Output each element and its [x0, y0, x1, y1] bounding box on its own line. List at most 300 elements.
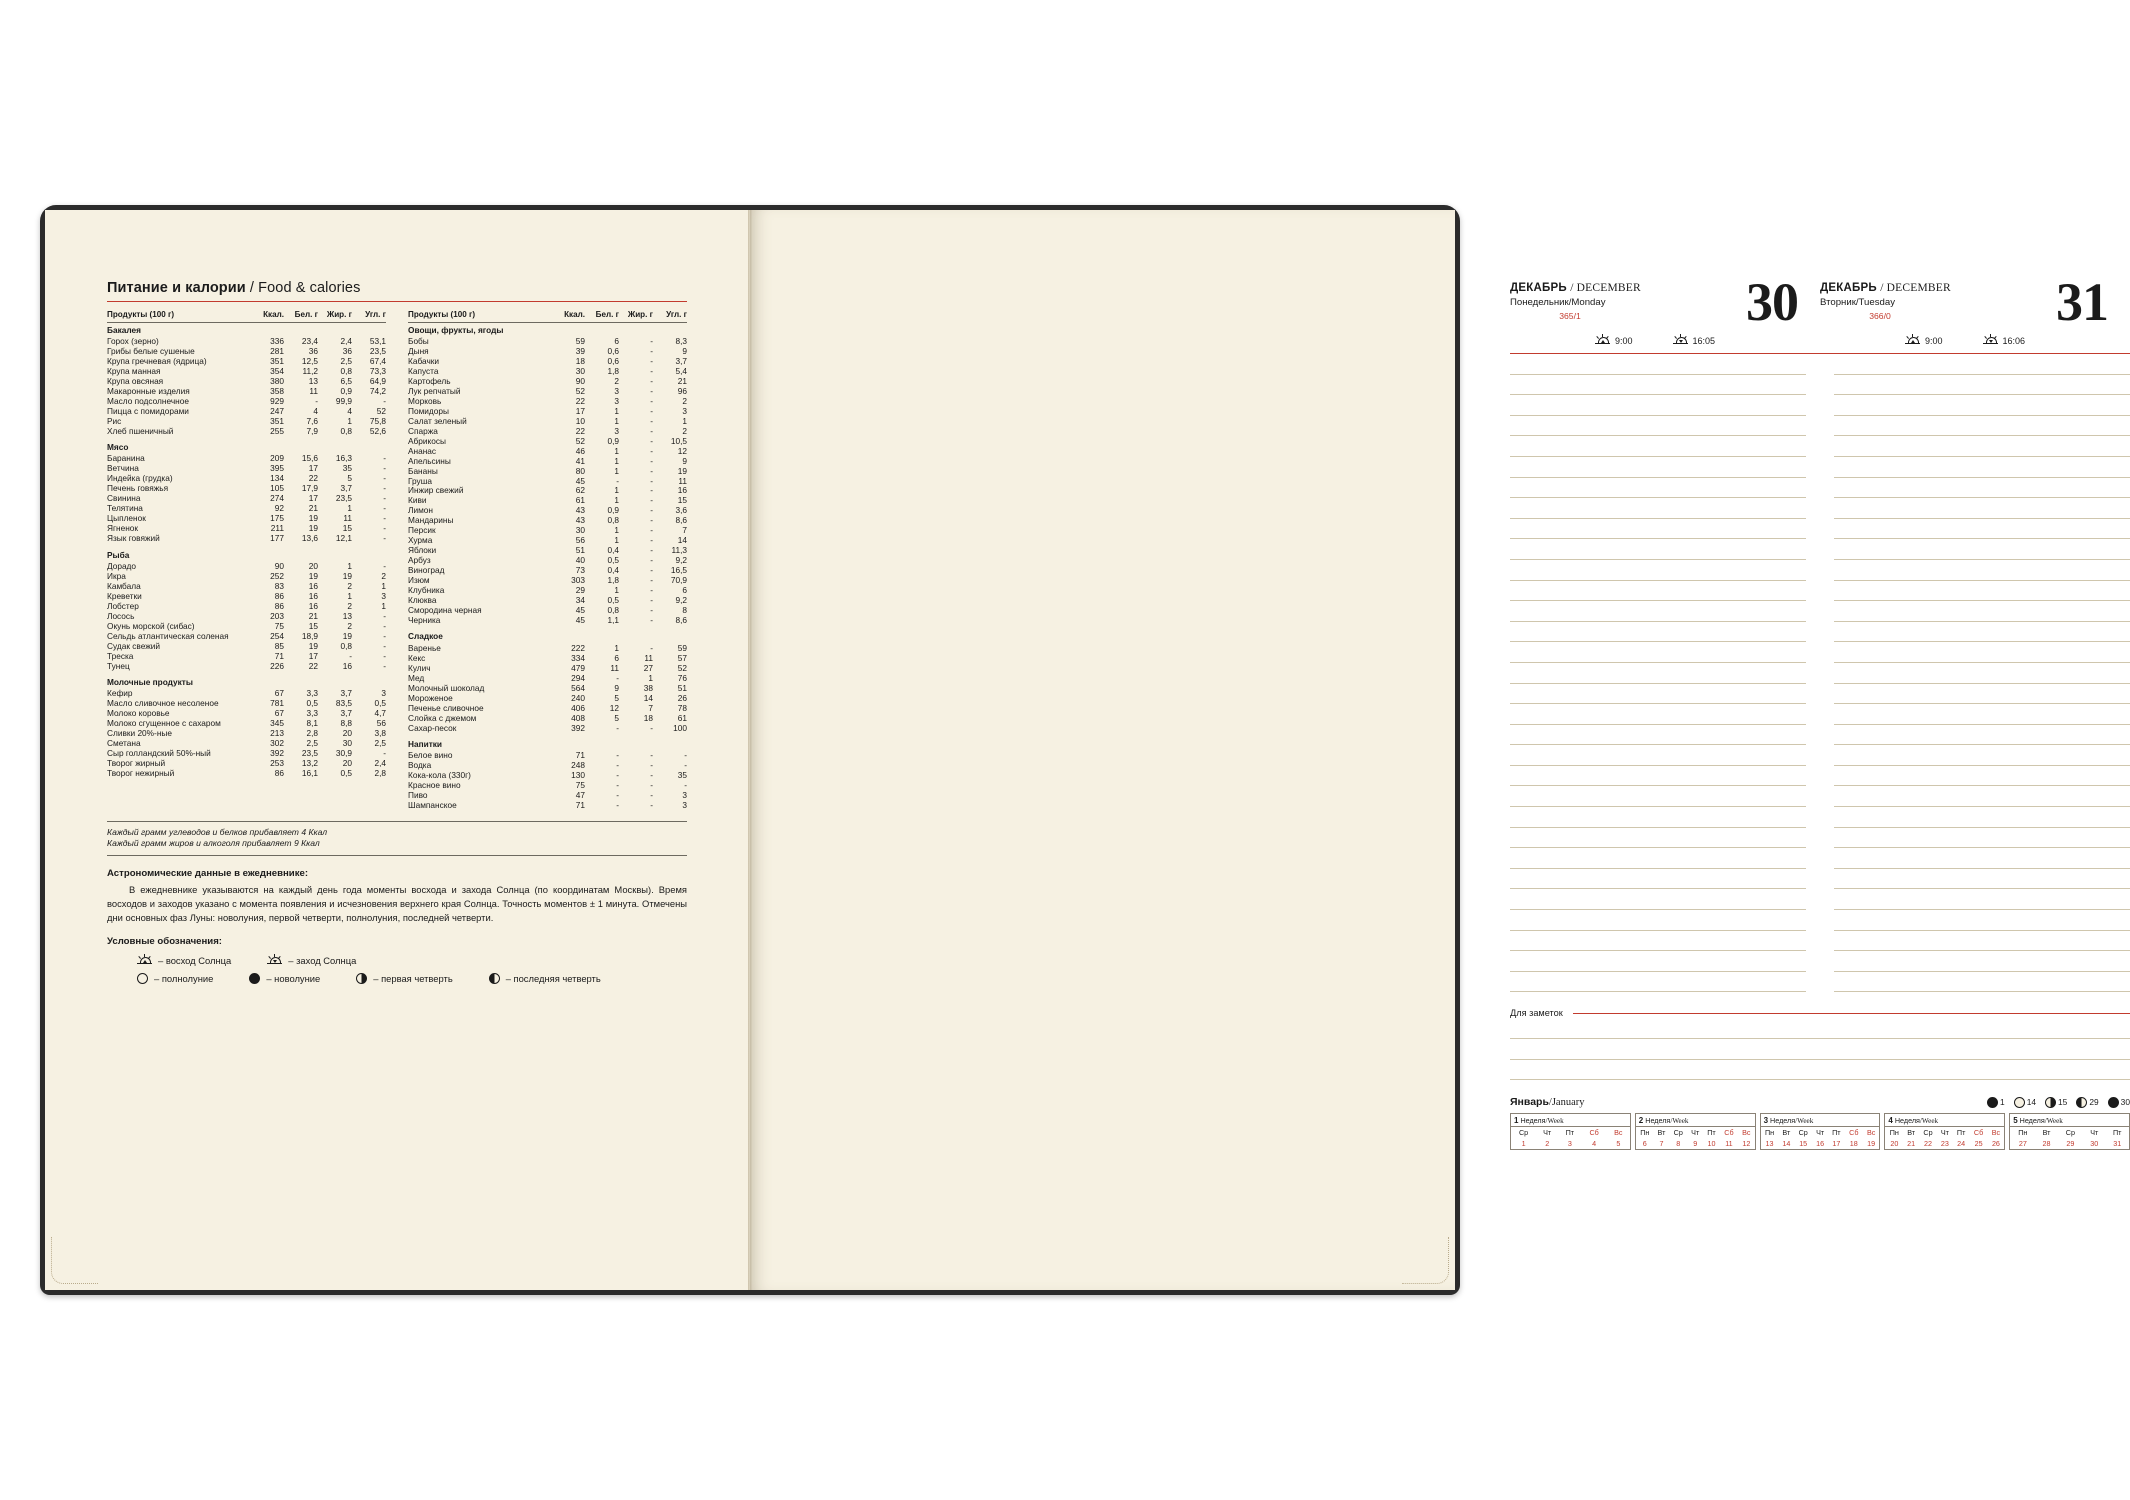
calendar-day[interactable]: 25 [1974, 1139, 1983, 1149]
food-fat: 18 [643, 712, 653, 723]
food-name: Молочный шоколад [408, 682, 485, 693]
calendar-day[interactable]: 5 [1616, 1139, 1621, 1149]
food-kcal: 345 [270, 718, 284, 729]
food-kcal: 248 [571, 760, 585, 771]
writing-line[interactable] [1510, 972, 1806, 993]
writing-line[interactable] [1510, 478, 1806, 499]
sunrise-icon [1905, 334, 1920, 346]
food-fat: 1 [648, 672, 653, 683]
writing-line[interactable] [1510, 725, 1806, 746]
food-carbs: 4,7 [374, 708, 386, 719]
table-row [107, 621, 386, 631]
food-kcal: 80 [575, 465, 585, 476]
food-name: Икра [107, 570, 126, 581]
writing-line[interactable] [1834, 622, 2130, 643]
writing-line[interactable] [1510, 951, 1806, 972]
calendar-dow: Ср [1673, 1128, 1683, 1138]
food-kcal: 479 [571, 662, 585, 673]
food-name: Водка [408, 760, 432, 771]
calendar-day-row [1511, 1138, 1630, 1149]
writing-line[interactable] [1510, 642, 1806, 663]
food-kcal: 39 [575, 345, 585, 356]
table-row [408, 416, 687, 426]
sunrise-icon [137, 954, 152, 966]
writing-line[interactable] [1834, 910, 2130, 931]
writing-line[interactable] [1510, 622, 1806, 643]
food-carbs: - [383, 503, 386, 514]
moon-first-quarter-icon [356, 973, 367, 984]
food-name: Киви [408, 495, 427, 506]
food-protein: 17 [308, 463, 318, 474]
calendar-dow-row [1636, 1127, 1755, 1138]
table-row [107, 504, 386, 514]
food-carbs: 73,3 [369, 365, 386, 376]
food-protein: 6 [614, 335, 619, 346]
food-protein: 16,1 [301, 768, 318, 779]
food-carbs: 52 [376, 405, 386, 416]
food-name: Треска [107, 650, 134, 661]
calendar-moon-day: 15 [2058, 1097, 2068, 1108]
writing-line[interactable] [1834, 601, 2130, 622]
food-name: Хлеб пшеничный [107, 425, 174, 436]
writing-line[interactable] [1510, 931, 1806, 952]
day-entries [1510, 272, 2130, 992]
food-protein: 0,4 [607, 545, 619, 556]
calendar-day[interactable]: 3 [1567, 1139, 1572, 1149]
food-protein: 6 [614, 652, 619, 663]
table-row [408, 713, 687, 723]
calendar-day-row [1636, 1138, 1755, 1149]
sunset-time: 16:06 [2002, 336, 2026, 346]
food-name: Спаржа [408, 425, 438, 436]
writing-line[interactable] [1834, 642, 2130, 663]
writing-line[interactable] [1510, 457, 1806, 478]
food-protein: 19 [308, 640, 318, 651]
writing-line[interactable] [1834, 869, 2130, 890]
writing-line[interactable] [1510, 436, 1806, 457]
food-kcal: 47 [575, 790, 585, 801]
table-row [408, 336, 687, 346]
writing-line[interactable] [1510, 395, 1806, 416]
writing-line[interactable] [1510, 1018, 2130, 1039]
food-name: Окунь морской (сибас) [107, 620, 195, 631]
food-protein: - [616, 760, 619, 771]
food-protein: 0,6 [607, 345, 619, 356]
table-row [408, 476, 687, 486]
calendar-day[interactable]: 30 [2090, 1139, 2099, 1149]
writing-line[interactable] [1510, 807, 1806, 828]
page-corner-bottom-left [51, 1237, 98, 1284]
food-protein: 1 [614, 642, 619, 653]
col-header-carbs: Угл. г [653, 311, 687, 322]
food-fat: 27 [643, 662, 653, 673]
food-carbs: 9,2 [675, 555, 687, 566]
calendar-day[interactable]: 10 [1707, 1139, 1716, 1149]
calendar-dow: Чт [2090, 1128, 2099, 1138]
calendar-dow: Вт [1782, 1128, 1791, 1138]
week-label: 2 Неделя/Week [1636, 1114, 1755, 1127]
writing-line[interactable] [1834, 725, 2130, 746]
writing-line[interactable] [1510, 1060, 2130, 1081]
food-carbs: 51 [677, 682, 687, 693]
food-name: Сахар-песок [408, 722, 457, 733]
food-fat: - [650, 555, 653, 566]
food-kcal: 45 [575, 605, 585, 616]
day-weekday: Вторник/Tuesday [1820, 297, 1895, 308]
food-fat: - [650, 455, 653, 466]
food-fat: - [650, 780, 653, 791]
food-kcal: 253 [270, 758, 284, 769]
calendar-day[interactable]: 9 [1693, 1139, 1698, 1149]
food-protein: 22 [308, 660, 318, 671]
writing-line[interactable] [1510, 786, 1806, 807]
food-protein: 1,1 [607, 615, 619, 626]
food-kcal: 222 [571, 642, 585, 653]
food-kcal: 406 [571, 702, 585, 713]
day-writing-area[interactable] [1820, 354, 2130, 992]
writing-line[interactable] [1834, 457, 2130, 478]
table-row [408, 426, 687, 436]
calendar-moon-day: 1 [2000, 1097, 2005, 1108]
table-row [107, 631, 386, 641]
food-carbs: - [383, 620, 386, 631]
food-kcal: 211 [270, 523, 284, 534]
food-carbs: 61 [677, 712, 687, 723]
food-carbs: - [383, 560, 386, 571]
calendar-day[interactable]: 17 [1832, 1139, 1841, 1149]
food-fat: - [650, 405, 653, 416]
food-name: Бобы [408, 335, 429, 346]
food-fat: 19 [342, 570, 352, 581]
writing-line[interactable] [1834, 581, 2130, 602]
legend-row-moon [107, 973, 687, 984]
calendar-day[interactable]: 8 [1676, 1139, 1681, 1149]
table-row [408, 346, 687, 356]
calendar-dow: Пт [1707, 1128, 1716, 1138]
table-row [107, 376, 386, 386]
food-kcal: 255 [270, 425, 284, 436]
table-header-row [408, 311, 687, 322]
food-protein: 3 [614, 425, 619, 436]
sunset-icon [1673, 334, 1688, 346]
moon-q1-icon [2045, 1097, 2056, 1108]
food-kcal: 86 [274, 600, 284, 611]
food-protein: - [616, 750, 619, 761]
food-column-1 [107, 311, 386, 811]
writing-line[interactable] [1834, 498, 2130, 519]
calendar-day[interactable]: 29 [2066, 1139, 2075, 1149]
calendar-dow: Сб [1724, 1128, 1734, 1138]
food-protein: 2 [614, 375, 619, 386]
food-kcal: 41 [575, 455, 585, 466]
food-name: Черника [408, 615, 441, 626]
food-columns [107, 311, 687, 811]
food-kcal: 61 [575, 495, 585, 506]
writing-line[interactable] [1834, 539, 2130, 560]
calendar-day[interactable]: 22 [1923, 1139, 1932, 1149]
calendar-day[interactable]: 18 [1849, 1139, 1858, 1149]
writing-line[interactable] [1834, 416, 2130, 437]
writing-line[interactable] [1834, 951, 2130, 972]
food-carbs: 2,5 [374, 738, 386, 749]
writing-line[interactable] [1834, 931, 2130, 952]
food-kcal: 252 [270, 570, 284, 581]
writing-line[interactable] [1834, 436, 2130, 457]
writing-line[interactable] [1510, 889, 1806, 910]
writing-line[interactable] [1834, 786, 2130, 807]
food-kcal: 73 [575, 565, 585, 576]
writing-line[interactable] [1834, 828, 2130, 849]
food-carbs: 14 [677, 535, 687, 546]
calendar-day[interactable]: 15 [1799, 1139, 1808, 1149]
table-row [107, 759, 386, 769]
writing-line[interactable] [1834, 519, 2130, 540]
food-fat: 3,7 [340, 483, 352, 494]
food-carbs: 16,5 [670, 565, 687, 576]
page-title-en: / Food & calories [245, 280, 361, 296]
sunrise-icon [1595, 334, 1610, 346]
writing-line[interactable] [1510, 684, 1806, 705]
calendar-day[interactable]: 1 [1521, 1139, 1526, 1149]
calendar-dow: Пт [1956, 1128, 1966, 1138]
writing-line[interactable] [1510, 663, 1806, 684]
food-fat: 1 [347, 503, 352, 514]
food-protein: 0,8 [607, 605, 619, 616]
calorie-note-1: Каждый грамм углеводов и белков прибавляет 4 Ккал [107, 826, 328, 837]
notes-divider [1573, 1013, 2130, 1014]
food-protein: 1 [614, 455, 619, 466]
food-carbs: 3 [682, 790, 687, 801]
food-kcal: 83 [274, 580, 284, 591]
table-row [408, 751, 687, 761]
food-name: Лук репчатый [408, 385, 461, 396]
calendar-day[interactable]: 24 [1957, 1139, 1966, 1149]
food-name: Абрикосы [408, 435, 446, 446]
food-protein: 16 [308, 580, 318, 591]
food-protein: 13,2 [301, 758, 318, 769]
food-carbs: - [684, 760, 687, 771]
food-protein: 3,3 [306, 708, 318, 719]
writing-line[interactable] [1510, 745, 1806, 766]
writing-line[interactable] [1834, 684, 2130, 705]
legend-sunset-label: – заход Солнца [288, 954, 357, 966]
food-protein: 17,9 [301, 483, 318, 494]
food-carbs: 3,7 [675, 355, 687, 366]
food-carbs: - [383, 453, 386, 464]
food-name: Грибы белые сушеные [107, 345, 195, 356]
food-fat: 1 [347, 590, 352, 601]
food-carbs: 23,5 [369, 345, 386, 356]
food-protein: 4 [313, 405, 318, 416]
table-row [408, 791, 687, 801]
food-fat: - [650, 535, 653, 546]
food-fat: 7 [648, 702, 653, 713]
writing-line[interactable] [1510, 910, 1806, 931]
food-protein: - [315, 395, 318, 406]
calendar-day[interactable]: 11 [1725, 1139, 1733, 1149]
calendar-day[interactable]: 13 [1765, 1139, 1774, 1149]
table-row [408, 723, 687, 733]
food-carbs: 57 [677, 652, 687, 663]
food-carbs: 7 [682, 525, 687, 536]
food-carbs: - [383, 513, 386, 524]
table-row [107, 769, 386, 779]
writing-line[interactable] [1510, 560, 1806, 581]
left-page [45, 210, 750, 1290]
food-fat: - [650, 565, 653, 576]
calendar-day[interactable]: 4 [1592, 1139, 1597, 1149]
writing-line[interactable] [1834, 807, 2130, 828]
writing-line[interactable] [1834, 478, 2130, 499]
writing-line[interactable] [1510, 539, 1806, 560]
writing-line[interactable] [1834, 766, 2130, 787]
table-row [408, 693, 687, 703]
food-name: Морковь [408, 395, 442, 406]
calendar-dow: Пт [1565, 1128, 1575, 1138]
food-protein: 11 [309, 385, 318, 396]
food-carbs: 100 [673, 722, 687, 733]
notes-writing-area[interactable] [1510, 1018, 2130, 1080]
writing-line[interactable] [1834, 848, 2130, 869]
page-title-ru: Питание и калории [107, 280, 246, 296]
table-row [408, 366, 687, 376]
food-name: Творог нежирный [107, 768, 175, 779]
col-header-protein: Бел. г [284, 311, 318, 322]
food-carbs: 0,5 [374, 698, 386, 709]
calendar-day[interactable]: 7 [1659, 1139, 1664, 1149]
food-carbs: - [383, 463, 386, 474]
sunset-icon [1983, 334, 1998, 346]
writing-line[interactable] [1834, 375, 2130, 396]
writing-line[interactable] [1510, 354, 1806, 375]
writing-line[interactable] [1510, 416, 1806, 437]
calendar-dow: Вт [1657, 1128, 1666, 1138]
calendar-day[interactable]: 23 [1940, 1139, 1949, 1149]
food-name: Креветки [107, 590, 142, 601]
col-header-fat: Жир. г [619, 311, 653, 322]
writing-line[interactable] [1834, 395, 2130, 416]
sunrise-time: 9:00 [1924, 336, 1943, 346]
table-row [107, 601, 386, 611]
writing-line[interactable] [1834, 663, 2130, 684]
calendar-moon-mark [1987, 1097, 2005, 1108]
day-number: 30 [1746, 272, 1798, 332]
food-kcal: 130 [571, 770, 585, 781]
food-protein: 2,8 [306, 728, 318, 739]
food-protein: 3 [614, 385, 619, 396]
food-kcal: 334 [571, 652, 585, 663]
food-fat: - [650, 335, 653, 346]
calendar-day[interactable]: 16 [1816, 1139, 1825, 1149]
food-name: Кулич [408, 662, 431, 673]
writing-line[interactable] [1510, 869, 1806, 890]
table-row [408, 376, 687, 386]
food-fat: 35 [342, 463, 352, 474]
writing-line[interactable] [1510, 848, 1806, 869]
calendar-day[interactable]: 26 [1991, 1139, 2000, 1149]
calendar-day[interactable]: 14 [1782, 1139, 1791, 1149]
day-writing-area[interactable] [1510, 354, 1820, 992]
calendar-day[interactable]: 2 [1545, 1139, 1550, 1149]
writing-line[interactable] [1510, 828, 1806, 849]
writing-line[interactable] [1834, 560, 2130, 581]
writing-line[interactable] [1510, 581, 1806, 602]
calendar-day-row [1885, 1138, 2004, 1149]
food-name: Сыр голландский 50%-ный [107, 748, 211, 759]
calendar-moon-day: 29 [2089, 1097, 2099, 1108]
food-carbs: 15 [677, 495, 687, 506]
food-carbs: 53,1 [369, 335, 386, 346]
table-row [107, 406, 386, 416]
table-row [408, 356, 687, 366]
food-protein: 5 [614, 692, 619, 703]
calendar-day[interactable]: 21 [1907, 1139, 1916, 1149]
food-kcal: 281 [270, 345, 284, 356]
table-row [107, 454, 386, 464]
food-name: Инжир свежий [408, 485, 464, 496]
writing-line[interactable] [1510, 498, 1806, 519]
writing-line[interactable] [1510, 519, 1806, 540]
table-row [408, 615, 687, 625]
food-kcal: 43 [575, 515, 585, 526]
food-carbs: 8,3 [675, 335, 687, 346]
food-kcal: 22 [575, 395, 585, 406]
writing-line[interactable] [1510, 704, 1806, 725]
food-kcal: 213 [270, 728, 284, 739]
table-row [107, 739, 386, 749]
writing-line[interactable] [1510, 601, 1806, 622]
calendar-day[interactable]: 12 [1742, 1139, 1751, 1149]
food-name: Горох (зерно) [107, 335, 159, 346]
food-carbs: - [383, 748, 386, 759]
food-kcal: 43 [575, 505, 585, 516]
calendar-day[interactable]: 6 [1642, 1139, 1647, 1149]
food-name: Сметана [107, 738, 141, 749]
calendar-dow: Сб [1849, 1128, 1859, 1138]
food-kcal: 92 [274, 503, 284, 514]
table-row [107, 749, 386, 759]
food-kcal: 59 [575, 335, 585, 346]
calendar-day[interactable]: 20 [1890, 1139, 1899, 1149]
calendar-dow-row [1511, 1127, 1630, 1138]
writing-line[interactable] [1834, 745, 2130, 766]
food-name: Цыпленок [107, 513, 146, 524]
food-fat: 16 [342, 660, 352, 671]
calendar-day[interactable]: 31 [2113, 1139, 2122, 1149]
writing-line[interactable] [1510, 766, 1806, 787]
food-group-heading: Напитки [408, 738, 443, 749]
calendar-day[interactable]: 28 [2042, 1139, 2051, 1149]
writing-line[interactable] [1510, 1039, 2130, 1060]
table-row [107, 729, 386, 739]
calendar-day[interactable]: 27 [2018, 1139, 2027, 1149]
food-protein: 0,9 [607, 505, 619, 516]
calendar-day[interactable]: 19 [1867, 1139, 1876, 1149]
table-row [408, 576, 687, 586]
writing-line[interactable] [1834, 889, 2130, 910]
food-kcal: 90 [274, 560, 284, 571]
writing-line[interactable] [1834, 704, 2130, 725]
table-row [107, 336, 386, 346]
calendar-dow-row [1761, 1127, 1880, 1138]
writing-line[interactable] [1834, 354, 2130, 375]
sunset-time-group [1673, 334, 1716, 346]
food-name: Хурма [408, 535, 433, 546]
food-carbs: 52,6 [369, 425, 386, 436]
writing-line[interactable] [1834, 972, 2130, 993]
food-protein: 5 [614, 712, 619, 723]
writing-line[interactable] [1510, 375, 1806, 396]
